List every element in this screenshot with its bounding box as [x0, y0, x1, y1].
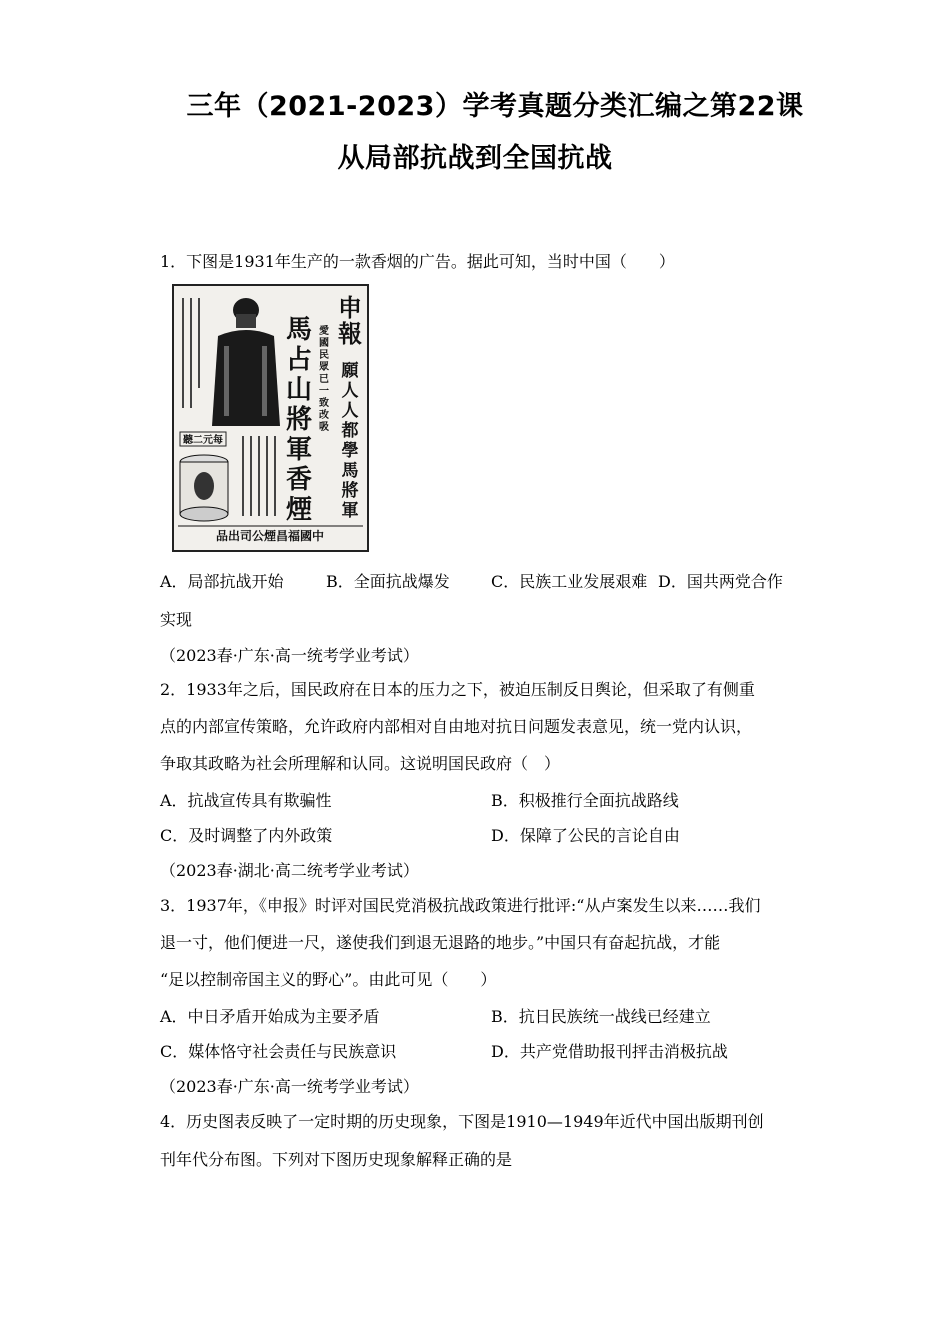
svg-text:將: 將	[285, 405, 313, 435]
svg-text:學: 學	[341, 441, 359, 461]
svg-text:民: 民	[319, 350, 329, 361]
ad-paper-name-char2: 報	[338, 319, 362, 348]
svg-text:馬: 馬	[285, 315, 313, 345]
q1-option-d-continued: 实现	[160, 610, 193, 629]
svg-text:軍: 軍	[341, 501, 359, 521]
ad-general-portrait	[212, 298, 280, 426]
q2-stem-line1: 2．1933年之后，国民政府在日本的压力之下，被迫压制反日舆论，但采取了有侧重	[160, 680, 755, 699]
ad-paper-name-char1: 申	[338, 293, 362, 322]
svg-text:國: 國	[319, 338, 329, 349]
svg-text:煙: 煙	[285, 495, 313, 525]
q2-stem-line3: 争取其政略为社会所理解和认同。这说明国民政府（ ）	[160, 754, 561, 773]
q3-option-b: B．抗日民族统一战线已经建立	[491, 1007, 711, 1026]
svg-text:軍: 軍	[285, 435, 313, 465]
q1-option-b: B．全面抗战爆发	[326, 572, 450, 591]
svg-text:山: 山	[285, 375, 313, 405]
svg-text:將: 將	[341, 481, 359, 501]
q4-stem-line1: 4．历史图表反映了一定时期的历史现象，下图是1910—1949年近代中国出版期刊创	[160, 1112, 764, 1131]
q3-stem-line1: 3．1937年，《申报》时评对国民党消极抗战政策进行批评:“从卢案发生以来……我们	[160, 896, 761, 915]
q3-option-a: A．中日矛盾开始成为主要矛盾	[160, 1007, 380, 1026]
svg-text:吸: 吸	[319, 422, 329, 433]
q1-option-a: A．局部抗战开始	[160, 572, 284, 591]
q3-source: （2023春·广东·高一统考学业考试）	[160, 1077, 419, 1096]
svg-text:願: 願	[341, 361, 359, 381]
q1-source: （2023春·广东·高一统考学业考试）	[160, 646, 419, 665]
q2-stem-line2: 点的内部宣传策略，允许政府内部相对自由地对抗日问题发表意见，统一党内认识，	[160, 717, 753, 736]
svg-text:改: 改	[319, 410, 329, 421]
q1-stem: 1．下图是1931年生产的一款香烟的广告。据此可知，当时中国（ ）	[160, 252, 675, 271]
q2-option-b: B．积极推行全面抗战路线	[491, 791, 679, 810]
q2-option-c: C．及时调整了内外政策	[160, 826, 333, 845]
ad-price: 聽二元每	[183, 435, 223, 446]
q2-option-d: D．保障了公民的言论自由	[491, 826, 680, 845]
ad-slogan-left	[319, 324, 329, 433]
ad-left-notes	[182, 298, 200, 408]
svg-text:眾: 眾	[319, 362, 329, 373]
svg-text:致: 致	[319, 398, 329, 409]
svg-text:占: 占	[285, 345, 313, 375]
svg-text:馬: 馬	[341, 461, 359, 481]
svg-text:已: 已	[319, 374, 329, 385]
q1-option-d: D．国共两党合作	[658, 572, 783, 591]
ad-slogan-right	[341, 360, 360, 521]
svg-text:都: 都	[341, 421, 359, 441]
page-title-line1: 三年（2021-2023）学考真题分类汇编之第22课	[186, 91, 804, 122]
svg-text:愛: 愛	[319, 326, 329, 337]
svg-text:香: 香	[285, 465, 313, 495]
q2-source: （2023春·湖北·高二统考学业考试）	[160, 861, 419, 880]
ad-footer: 品出司公煙昌福國中	[215, 529, 325, 543]
ad-body-text-lines	[242, 436, 276, 516]
q3-stem-line2: 退一寸，他们便进一尺，遂使我们到退无退路的地步。”中国只有奋起抗战，才能	[160, 933, 721, 952]
q3-stem-line3: “足以控制帝国主义的野心”。由此可见（ ）	[160, 970, 497, 989]
q2-option-a: A．抗战宣传具有欺骗性	[160, 791, 332, 810]
cigarette-advertisement-image	[172, 284, 369, 552]
svg-text:人: 人	[341, 381, 359, 401]
svg-text:人: 人	[341, 401, 359, 421]
page-title-line2: 从局部抗战到全国抗战	[337, 143, 613, 174]
q3-option-c: C．媒体恪守社会责任与民族意识	[160, 1042, 397, 1061]
ad-cigarette-tin	[180, 455, 228, 521]
q3-option-d: D．共产党借助报刊抨击消极抗战	[491, 1042, 728, 1061]
q4-stem-line2: 刊年代分布图。下列对下图历史现象解释正确的是	[160, 1150, 513, 1169]
ad-headline	[285, 315, 312, 525]
svg-text:一: 一	[319, 386, 329, 397]
q1-option-c: C．民族工业发展艰难	[491, 572, 648, 591]
